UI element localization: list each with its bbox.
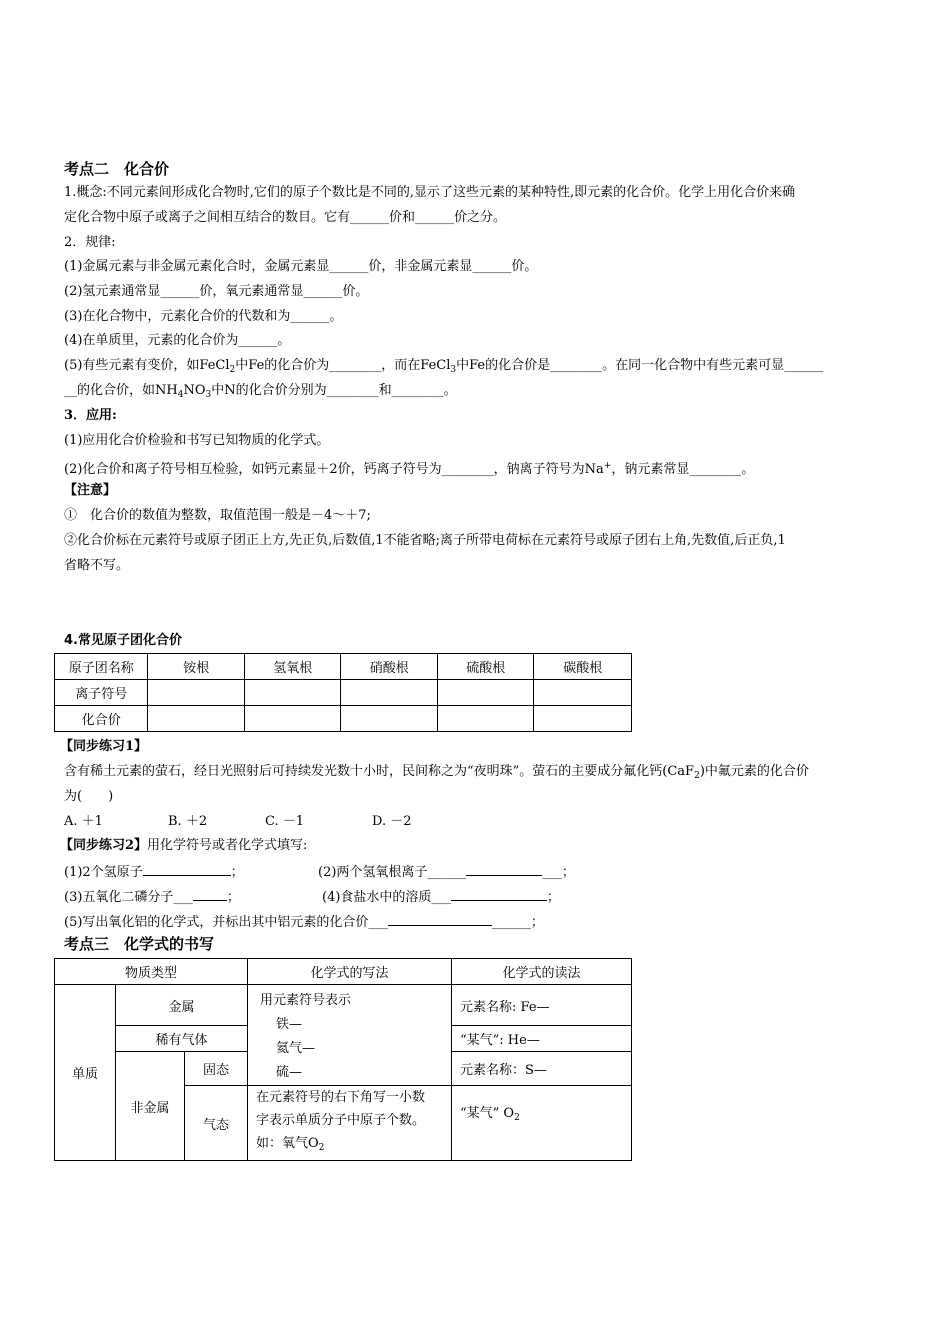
note-1: ① 化合价的数值为整数，取值范围一般是－4～＋7; <box>64 508 371 523</box>
solid-label: 固态 <box>185 1052 248 1086</box>
rule-2: (2)氢元素通常显______价，氧元素通常显______价。 <box>64 284 369 299</box>
application-2: (2)化合价和离子符号相互检验，如钙元素显＋2价，钙离子符号为________，钠离子符号为Na+，钠元素常显________。 <box>64 461 755 477</box>
table1-cell <box>437 706 534 732</box>
note-2-line-1: ②化合价标在元素符号或原子团正上方,先正负,后数值,1不能省略;离子所带电荷标在元素符号或原子团右上角,先数值,后正负,1 <box>64 533 786 548</box>
table1-cell <box>244 706 341 732</box>
formula-table <box>54 958 632 1161</box>
rule-1: (1)金属元素与非金属元素化合时，金属元素显______价，非金属元素显______价。 <box>64 259 538 274</box>
section3-heading: 考点三 化学式的书写 <box>64 935 215 953</box>
practice1-question-line-2: 为( ) <box>64 789 114 804</box>
table1-cell <box>148 706 245 732</box>
table1-row-label: 化合价 <box>55 706 148 732</box>
read-noble-gas: “某气”: He— <box>452 1026 632 1052</box>
rule-3: (3)在化合物中，元素化合价的代数和为______。 <box>64 309 343 324</box>
nonmetal-label: 非金属 <box>116 1052 185 1161</box>
write-gas-cell <box>248 1086 452 1161</box>
practice1-title: 【同步练习1】 <box>60 739 148 754</box>
rules-title: 2．规律: <box>64 235 116 250</box>
write-gas-line: 字表示单质分子中原子个数。 <box>256 1113 426 1128</box>
practice1-question-line-1: 含有稀土元素的萤石，经日光照射后可持续发光数十小时，民间称之为“夜明珠”。萤石的主要成分氟化钙(CaF$_2$)中氟元素的化合价 <box>64 764 809 781</box>
write-gas-example: 如：氧气$O_2$ <box>256 1136 325 1153</box>
table1-header: 铵根 <box>148 654 245 680</box>
formula-header: 物质类型 <box>55 959 248 985</box>
answer-blank[interactable] <box>388 912 492 926</box>
answer-blank[interactable] <box>451 887 547 901</box>
read-solid: 元素名称：S— <box>452 1052 632 1086</box>
ion-group-table <box>54 653 632 732</box>
gas-label: 气态 <box>185 1086 248 1161</box>
answer-blank[interactable] <box>143 862 231 876</box>
section2-heading: 考点二 化合价 <box>64 160 170 178</box>
option-d: D. －2 <box>372 814 412 829</box>
option-b: B. ＋2 <box>168 814 208 829</box>
concept-line-2: 定化合物中原子或离子之间相互结合的数目。它有______价和______价之分。 <box>64 210 507 225</box>
note-title: 【注意】 <box>64 483 117 498</box>
read-gas: “某气” $O_2$ <box>452 1086 632 1161</box>
table1-title: 4.常见原子团化合价 <box>64 633 182 648</box>
practice2-q5: (5)写出氧化铝的化学式，并标出其中铝元素的化合价___ ______； <box>64 912 544 932</box>
table1-header: 氢氧根 <box>244 654 341 680</box>
practice2-heading: 【同步练习2】用化学符号或者化学式填写: <box>60 838 308 853</box>
rule-4: (4)在单质里，元素的化合价为______。 <box>64 333 291 348</box>
rule-5-line-2: __的化合价，如$NH_4NO_3$中N的化合价分别为________和________。 <box>64 383 457 400</box>
table1-cell <box>148 680 245 706</box>
practice2-q1: (1)2个氢原子 ； <box>64 862 244 882</box>
formula-header: 化学式的读法 <box>452 959 632 985</box>
practice2-q3: (3)五氧化二磷分子___ ； <box>64 887 240 907</box>
application-title: 3．应用: <box>64 408 117 423</box>
answer-blank[interactable] <box>193 887 227 901</box>
write-gas-line: 在元素符号的右下角写一小数 <box>256 1090 426 1105</box>
formula-header: 化学式的写法 <box>248 959 452 985</box>
write-method-line: 硫— <box>276 1065 303 1080</box>
note-2-line-2: 省略不写。 <box>64 558 130 573</box>
table1-row-label: 离子符号 <box>55 680 148 706</box>
concept-line-1: 1.概念:不同元素间形成化合物时,它们的原子个数比是不同的,显示了这些元素的某种特性,即元素的化合价。化学上用化合价来确 <box>64 185 796 200</box>
table1-cell <box>341 706 438 732</box>
write-method-line: 氦气— <box>276 1041 316 1056</box>
practice2-q4: (4)食盐水中的溶质___ ； <box>322 887 560 907</box>
write-method-cell <box>248 985 452 1086</box>
table1-header: 硝酸根 <box>341 654 438 680</box>
noble-gas-label: 稀有气体 <box>116 1026 248 1052</box>
table1-header: 碳酸根 <box>534 654 632 680</box>
table1-cell <box>534 680 632 706</box>
table1-cell <box>534 706 632 732</box>
metal-label: 金属 <box>116 985 248 1026</box>
option-c: C. －1 <box>265 814 305 829</box>
table1-header: 原子团名称 <box>55 654 148 680</box>
practice2-q2: (2)两个氢氧根离子______ ___； <box>318 862 575 882</box>
table1-header: 硫酸根 <box>437 654 534 680</box>
table1-cell <box>437 680 534 706</box>
option-a: A. ＋1 <box>64 814 103 829</box>
table1-cell <box>341 680 438 706</box>
table1-cell <box>244 680 341 706</box>
rule-5-line-1: (5)有些元素有变价，如FeCl$_2$中Fe的化合价为________，而在FeCl$_3$中Fe的化合价是________。在同一化合物中有些元素可显______ <box>64 358 824 375</box>
read-metal: 元素名称: Fe— <box>452 985 632 1026</box>
answer-blank[interactable] <box>466 862 542 876</box>
write-method-line: 铁— <box>276 1017 303 1032</box>
danzhi-label: 单质 <box>55 985 116 1161</box>
application-1: (1)应用化合价检验和书写已知物质的化学式。 <box>64 433 330 448</box>
write-method-line: 用元素符号表示 <box>260 993 352 1008</box>
